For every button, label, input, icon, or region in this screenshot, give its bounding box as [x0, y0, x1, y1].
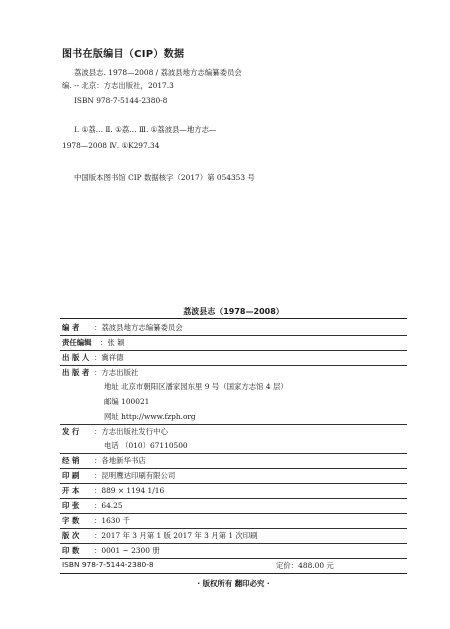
divider: [60, 424, 407, 425]
divider: [60, 513, 407, 514]
publisher-website: 网址 http://www.fzph.org: [104, 412, 196, 421]
top-rule: [60, 318, 407, 319]
divider: [60, 483, 407, 484]
row-responsible-editor: [60, 337, 407, 350]
divider: [60, 365, 407, 366]
cip-classification-1: Ⅰ. ①荔… Ⅱ. ①荔… Ⅲ. ①荔波县—地方志—: [74, 125, 217, 134]
responsible-editor-label: 责任编辑: [62, 338, 92, 347]
divider: [60, 498, 407, 499]
cip-classification-2: 1978—2008 Ⅳ. ①K297.34: [62, 141, 160, 150]
row-editor: [60, 322, 407, 335]
distribution-value: ：方志出版社发行中心: [94, 427, 168, 436]
print-run-label: 印 数: [62, 546, 80, 555]
row-edition: [60, 530, 407, 543]
edition-value: ：2017 年 3 月第 1 版 2017 年 3 月第 1 次印刷: [94, 531, 258, 540]
book-title: 荔波县志（1978—2008）: [183, 307, 284, 316]
row-print-run: [60, 545, 407, 558]
bottom-rule: [60, 573, 407, 574]
words-value: ：1630 千: [94, 516, 130, 525]
row-seller: [60, 455, 407, 468]
editor-value: ：荔波县地方志编纂委员会: [94, 323, 183, 332]
divider: [60, 350, 407, 351]
row-format: [60, 485, 407, 498]
divider: [60, 468, 407, 469]
format-value: ：889 × 1194 1/16: [94, 486, 165, 495]
print-run-value: ：0001 ~ 2300 册: [94, 546, 160, 555]
row-isbn-price: [60, 560, 407, 573]
printer-label: 印 刷: [62, 471, 80, 480]
edition-label: 版 次: [62, 531, 80, 540]
divider: [60, 558, 407, 559]
divider: [60, 453, 407, 454]
distribution-label: 发 行: [62, 427, 80, 436]
colophon-isbn: ISBN 978-7-5144-2380-8: [62, 560, 154, 569]
printer-value: ：昆明鹰达印刷有限公司: [94, 471, 176, 480]
distribution-phone: 电话 （010）67110500: [104, 441, 188, 450]
rights-notice: · 版权所有 翻印必究 ·: [197, 579, 270, 588]
seller-value: ：各地新华书店: [94, 456, 146, 465]
publisher-postcode: 邮编 100021: [104, 397, 150, 406]
cip-line-1: 荔波县志. 1978—2008 / 荔波县地方志编纂委员会: [74, 68, 242, 77]
row-distribution: [60, 426, 407, 439]
sheets-value: ：64.25: [94, 501, 123, 510]
cip-isbn: ISBN 978-7-5144-2380-8: [74, 96, 168, 105]
cip-record-number: 中国版本图书馆 CIP 数据核字（2017）第 054353 号: [74, 173, 255, 182]
format-label: 开 本: [62, 486, 80, 495]
row-words: [60, 515, 407, 528]
cip-line-2: 编. -- 北京：方志出版社，2017.3: [62, 81, 174, 90]
publisher-person-label: 出 版 人: [62, 353, 90, 362]
publisher-person-value: ：冀祥德: [94, 353, 124, 362]
row-publisher: [60, 367, 407, 380]
editor-label: 编 者: [62, 323, 80, 332]
divider: [60, 335, 407, 336]
seller-label: 经 销: [62, 456, 80, 465]
cip-heading: 图书在版编目（CIP）数据: [62, 49, 185, 60]
publisher-address: 地址 北京市朝阳区潘家园东里 9 号（国家方志馆 4 层）: [104, 382, 288, 391]
divider: [60, 543, 407, 544]
price: 定价：488.00 元: [276, 561, 334, 570]
row-printer: [60, 470, 407, 483]
words-label: 字 数: [62, 516, 80, 525]
row-publisher-person: [60, 352, 407, 365]
row-sheets: [60, 500, 407, 513]
responsible-editor-value: ：张 颖: [100, 338, 125, 347]
sheets-label: 印 张: [62, 501, 80, 510]
divider: [60, 528, 407, 529]
publisher-value: ：方志出版社: [94, 368, 139, 377]
publisher-label: 出 版 者: [62, 368, 90, 377]
